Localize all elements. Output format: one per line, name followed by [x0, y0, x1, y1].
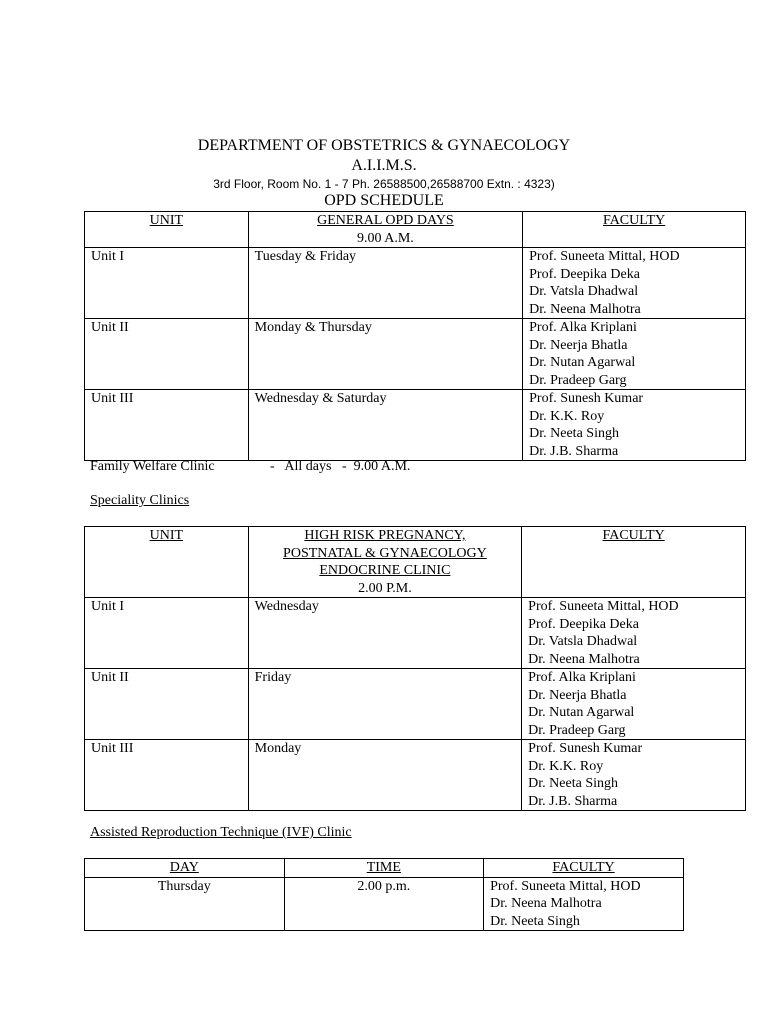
ivf-heading: Assisted Reproduction Technique (IVF) Clinic: [90, 825, 352, 840]
ivf-header-day: DAY: [85, 859, 285, 878]
opd-table: [84, 211, 746, 461]
days-cell: Monday & Thursday: [248, 319, 522, 390]
speciality-header-clinic: HIGH RISK PREGNANCY, POSTNATAL & GYNAECOLOGY ENDOCRINE CLINIC 2.00 P.M.: [248, 527, 522, 598]
ivf-header-time: TIME: [284, 859, 484, 878]
table-row: [85, 319, 746, 390]
opd-header-row: [85, 212, 746, 248]
faculty-cell: Prof. Suneeta Mittal, HOD Prof. Deepika Deka Dr. Vatsla Dhadwal Dr. Neena Malhotra: [522, 598, 746, 669]
table-row: [85, 598, 746, 669]
unit-cell: Unit I: [85, 598, 249, 669]
opd-header-faculty: FACULTY: [523, 212, 746, 248]
faculty-cell: Prof. Suneeta Mittal, HOD Prof. Deepika Deka Dr. Vatsla Dhadwal Dr. Neena Malhotra: [523, 248, 746, 319]
table-row: [85, 669, 746, 740]
schedule-title: OPD SCHEDULE: [324, 192, 444, 209]
speciality-heading: Speciality Clinics: [90, 493, 190, 508]
day-cell: Wednesday: [248, 598, 522, 669]
days-cell: Tuesday & Friday: [248, 248, 522, 319]
ivf-table: [84, 858, 684, 931]
day-cell: Friday: [248, 669, 522, 740]
day-cell: Monday: [248, 740, 522, 811]
table-row: [85, 740, 746, 811]
unit-cell: Unit II: [85, 669, 249, 740]
address-line: 3rd Floor, Room No. 1 - 7 Ph. 26588500,26588700 Extn. : 4323): [213, 177, 555, 191]
ivf-header-row: [85, 859, 684, 878]
unit-cell: Unit III: [85, 390, 249, 461]
day-cell: Thursday: [85, 877, 285, 931]
speciality-table: [84, 526, 746, 811]
family-welfare-label: Family Welfare Clinic: [90, 459, 215, 474]
unit-cell: Unit I: [85, 248, 249, 319]
faculty-cell: Prof. Suneeta Mittal, HOD Dr. Neena Malhotra Dr. Neeta Singh: [484, 877, 684, 931]
institute-name: A.I.I.M.S.: [351, 157, 417, 174]
unit-cell: Unit III: [85, 740, 249, 811]
faculty-cell: Prof. Alka Kriplani Dr. Neerja Bhatla Dr. Nutan Agarwal Dr. Pradeep Garg: [522, 669, 746, 740]
opd-header-days: GENERAL OPD DAYS 9.00 A.M.: [248, 212, 522, 248]
speciality-header-row: [85, 527, 746, 598]
speciality-header-faculty: FACULTY: [522, 527, 746, 598]
family-welfare-schedule: - All days - 9.00 A.M.: [270, 459, 411, 474]
faculty-cell: Prof. Alka Kriplani Dr. Neerja Bhatla Dr. Nutan Agarwal Dr. Pradeep Garg: [523, 319, 746, 390]
table-row: [85, 877, 684, 931]
days-cell: Wednesday & Saturday: [248, 390, 522, 461]
department-title: DEPARTMENT OF OBSTETRICS & GYNAECOLOGY: [197, 137, 571, 154]
ivf-header-faculty: FACULTY: [484, 859, 684, 878]
table-row: [85, 390, 746, 461]
opd-header-unit: UNIT: [85, 212, 249, 248]
unit-cell: Unit II: [85, 319, 249, 390]
faculty-cell: Prof. Sunesh Kumar Dr. K.K. Roy Dr. Neeta Singh Dr. J.B. Sharma: [523, 390, 746, 461]
time-cell: 2.00 p.m.: [284, 877, 484, 931]
speciality-header-unit: UNIT: [85, 527, 249, 598]
table-row: [85, 248, 746, 319]
faculty-cell: Prof. Sunesh Kumar Dr. K.K. Roy Dr. Neeta Singh Dr. J.B. Sharma: [522, 740, 746, 811]
